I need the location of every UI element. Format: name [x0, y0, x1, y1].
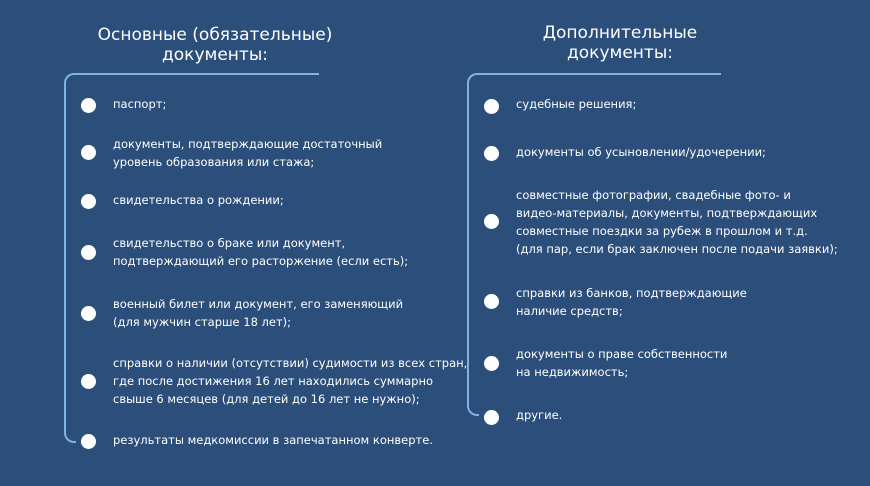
mandatory-spine-line — [64, 83, 66, 433]
additional-bottom-corner — [467, 404, 479, 416]
text-line: наличие средств; — [516, 304, 623, 318]
bullet-dot — [81, 245, 96, 260]
text-line: другие. — [516, 408, 563, 422]
text-line: подтверждающий его расторжение (если есть); — [113, 254, 409, 268]
bullet-dot — [484, 214, 499, 229]
mandatory-top-line — [74, 73, 319, 75]
text-line: (для пар, если брак заключен после подачи заявки); — [516, 242, 838, 256]
list-item-text — [113, 354, 467, 408]
bullet-dot — [484, 410, 499, 425]
text-line: свидетельства о рождении; — [113, 193, 284, 207]
list-item-text — [516, 345, 727, 381]
text-line: на недвижимость; — [516, 365, 629, 379]
text-line: где после достижения 16 лет находились суммарно — [113, 374, 434, 388]
bullet-dot — [81, 434, 96, 449]
mandatory-bottom-corner — [64, 431, 76, 443]
list-item-text — [113, 135, 382, 171]
list-item-text — [516, 284, 747, 320]
list-item-text — [113, 95, 166, 113]
bullet-dot — [81, 306, 96, 321]
text-line: справки из банков, подтверждающие — [516, 286, 747, 300]
text-line: документы, подтверждающие достаточный — [113, 137, 383, 151]
text-line: справки о наличии (отсутствии) судимости из всех стран, — [113, 356, 468, 370]
text-line: уровень образования или стажа; — [113, 155, 315, 169]
text-line: судебные решения; — [516, 97, 637, 111]
text-line: совместные фотографии, свадебные фото- и — [516, 188, 791, 202]
text-line: совместные поездки за рубеж в прошлом и т.д. — [516, 224, 808, 238]
text-line: результаты медкомиссии в запечатанном конверте. — [113, 433, 433, 447]
additional-top-line — [477, 73, 721, 75]
heading-line: Дополнительные — [542, 23, 698, 43]
bullet-dot — [81, 194, 96, 209]
bullet-dot — [81, 374, 96, 389]
list-item-text — [516, 143, 766, 161]
list-item-text — [113, 234, 408, 270]
mandatory-documents-heading — [60, 25, 370, 65]
bullet-dot — [484, 294, 499, 309]
list-item-text — [113, 191, 284, 209]
bullet-dot — [81, 98, 96, 113]
bullet-dot — [484, 99, 499, 114]
bullet-dot — [484, 356, 499, 371]
text-line: документы об усыновлении/удочерении; — [516, 145, 766, 159]
heading-line: Основные (обязательные) — [97, 25, 333, 45]
text-line: (для мужчин старше 18 лет); — [113, 315, 292, 329]
list-item-text — [516, 406, 562, 424]
bullet-dot — [484, 146, 499, 161]
bullet-dot — [81, 145, 96, 160]
heading-line: документы: — [162, 45, 268, 65]
list-item-text — [516, 95, 636, 113]
text-line: документы о праве собственности — [516, 347, 728, 361]
list-item-text — [113, 431, 433, 449]
text-line: видео-материалы, документы, подтверждающих — [516, 206, 818, 220]
heading-line: документы: — [567, 43, 673, 63]
text-line: свидетельство о браке или документ, — [113, 236, 346, 250]
additional-documents-heading — [470, 23, 770, 63]
text-line: свыше 6 месяцев (для детей до 16 лет не нужно); — [113, 392, 420, 406]
list-item-text — [516, 186, 838, 258]
list-item-text — [113, 295, 403, 331]
text-line: военный билет или документ, его заменяющий — [113, 297, 404, 311]
text-line: паспорт; — [113, 97, 167, 111]
